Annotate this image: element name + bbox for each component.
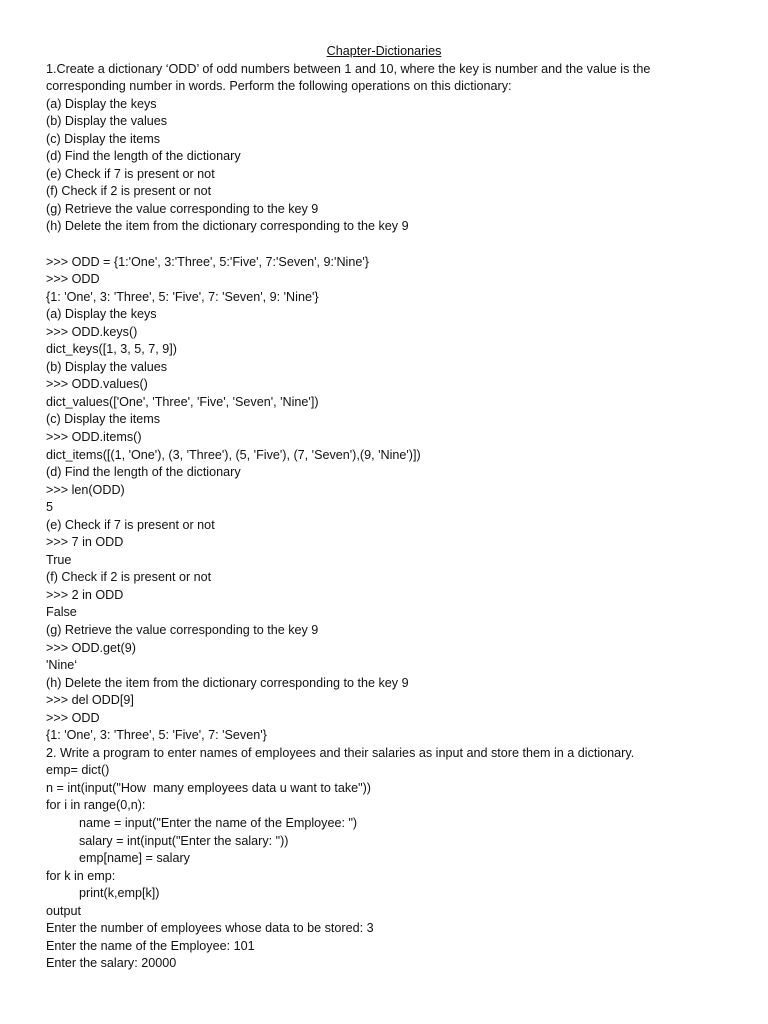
text-line: >>> 7 in ODD bbox=[46, 535, 124, 550]
text-line: (e) Check if 7 is present or not bbox=[46, 166, 215, 181]
text-line: (c) Display the items bbox=[46, 412, 161, 427]
text-line: 5 bbox=[46, 500, 54, 515]
text-line: (g) Retrieve the value corresponding to the key 9 bbox=[46, 201, 319, 216]
text-line: >>> ODD bbox=[46, 710, 100, 725]
text-line: (a) Display the keys bbox=[46, 96, 157, 111]
text-line: (f) Check if 2 is present or not bbox=[46, 184, 212, 199]
text-line: (h) Delete the item from the dictionary corresponding to the key 9 bbox=[46, 675, 409, 690]
text-line: 2. Write a program to enter names of employees and their salaries as input and store them in a dictionary. bbox=[46, 745, 635, 760]
text-line: >>> ODD = {1:'One', 3:'Three', 5:'Five', 7:'Seven', 9:'Nine'} bbox=[46, 254, 369, 269]
text-line: True bbox=[46, 552, 72, 567]
text-line: emp= dict() bbox=[46, 763, 110, 778]
text-line: output bbox=[46, 903, 82, 918]
text-line: >>> len(ODD) bbox=[46, 482, 125, 497]
text-line: >>> del ODD[9] bbox=[46, 693, 134, 708]
text-line: (d) Find the length of the dictionary bbox=[46, 465, 241, 480]
text-line: (b) Display the values bbox=[46, 359, 168, 374]
text-line: 'Nine‘ bbox=[46, 658, 78, 673]
document-body bbox=[46, 61, 736, 973]
text-line: for k in emp: bbox=[46, 868, 116, 883]
text-line: (b) Display the values bbox=[46, 114, 168, 129]
text-line: False bbox=[46, 605, 77, 620]
text-line: (h) Delete the item from the dictionary corresponding to the key 9 bbox=[46, 219, 409, 234]
text-line: dict_keys([1, 3, 5, 7, 9]) bbox=[46, 342, 177, 357]
text-line: (f) Check if 2 is present or not bbox=[46, 570, 212, 585]
text-line: Enter the number of employees whose data to be stored: 3 bbox=[46, 921, 374, 936]
text-line: {1: 'One', 3: 'Three', 5: 'Five', 7: 'Seven'} bbox=[46, 728, 267, 743]
text-line: (e) Check if 7 is present or not bbox=[46, 517, 215, 532]
text-line: >>> ODD.get(9) bbox=[46, 640, 136, 655]
text-line: >>> ODD.keys() bbox=[46, 324, 138, 339]
page-title: Chapter-Dictionaries bbox=[326, 44, 442, 58]
text-line: name = input("Enter the name of the Employee: ") bbox=[79, 816, 358, 831]
text-line: Enter the salary: 20000 bbox=[46, 956, 177, 971]
text-line: (c) Display the items bbox=[46, 131, 161, 146]
text-line: n = int(input("How many employees data u want to take")) bbox=[46, 780, 371, 795]
text-line: >>> ODD bbox=[46, 272, 100, 287]
text-line: salary = int(input("Enter the salary: ")) bbox=[79, 833, 289, 848]
text-line: print(k,emp[k]) bbox=[79, 886, 160, 901]
text-line: {1: 'One', 3: 'Three', 5: 'Five', 7: 'Seven', 9: 'Nine'} bbox=[46, 289, 319, 304]
text-line: >>> 2 in ODD bbox=[46, 587, 124, 602]
text-line: (a) Display the keys bbox=[46, 307, 157, 322]
text-line: emp[name] = salary bbox=[79, 851, 190, 866]
text-line: 1.Create a dictionary ‘ODD’ of odd numbers between 1 and 10, where the key is number and the value is the bbox=[46, 61, 651, 76]
text-line: >>> ODD.items() bbox=[46, 429, 142, 444]
text-line: (d) Find the length of the dictionary bbox=[46, 149, 241, 164]
text-line: for i in range(0,n): bbox=[46, 798, 146, 813]
text-line: Enter the name of the Employee: 101 bbox=[46, 938, 255, 953]
text-line: dict_items([(1, 'One'), (3, 'Three'), (5, 'Five'), (7, 'Seven'),(9, 'Nine')]) bbox=[46, 447, 421, 462]
text-line: dict_values(['One', 'Three', 'Five', 'Seven', 'Nine']) bbox=[46, 394, 319, 409]
text-line: corresponding number in words. Perform the following operations on this dictionary: bbox=[46, 79, 512, 94]
text-line: (g) Retrieve the value corresponding to the key 9 bbox=[46, 623, 319, 637]
text-line: >>> ODD.values() bbox=[46, 377, 148, 392]
text-line bbox=[46, 236, 736, 254]
